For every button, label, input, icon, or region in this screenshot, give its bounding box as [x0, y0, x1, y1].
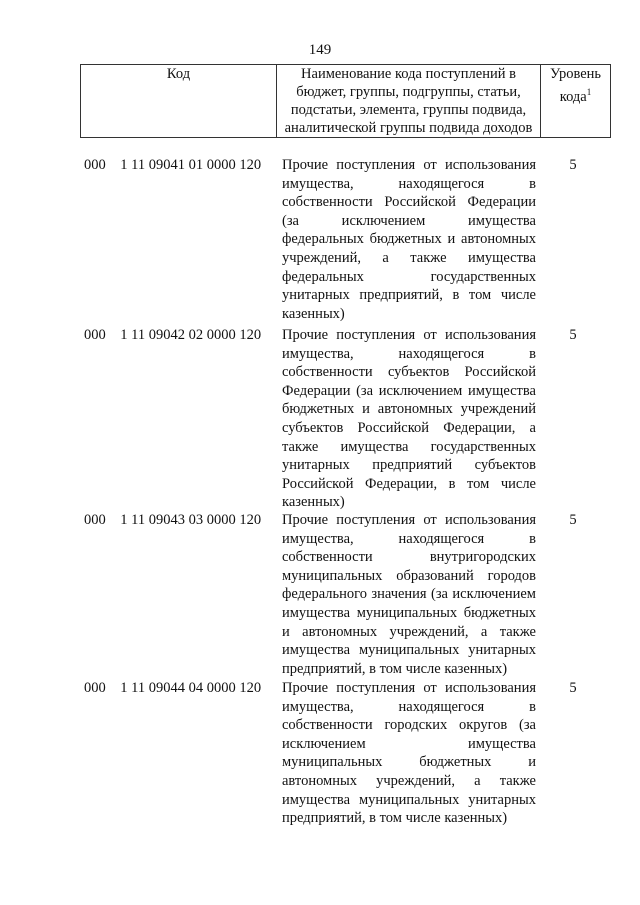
entry-admin-code: 000	[84, 157, 106, 173]
entry-kbk-code: 1 11 09043 03 0000 120	[120, 512, 262, 528]
entry-name: Прочие поступления от использования имущества, находящегося в собственности городских округов (за исключением имущества муниципальных бюджетных и автономных учреждений, а также имущества муниципальных унитарных предприятий, в том числе казенных)	[282, 680, 536, 827]
entry-code	[84, 511, 274, 530]
table-header	[80, 64, 611, 138]
entry-admin-code: 000	[84, 512, 106, 528]
entry-level: 5	[569, 327, 577, 343]
header-name	[277, 65, 541, 138]
entries-list	[80, 156, 610, 828]
entry-name: Прочие поступления от использования имущества, находящегося в собственности Российской Федерации (за исключением имущества федеральных бюджетных и автономных учреждений, а также имущества федеральных государственных унитарных предприятий, в том числе казенных)	[282, 157, 536, 322]
header-code	[81, 65, 277, 138]
header-level-label: Уровень кода	[549, 66, 602, 105]
header-code-label: Код	[166, 66, 191, 82]
header-name-label: Наименование кода поступлений в бюджет, группы, подгруппы, статьи, подстатьи, элемента, группы подвида, аналитической группы подвида доходов	[284, 66, 533, 136]
header-level	[541, 65, 611, 138]
entry-row	[80, 511, 610, 679]
entry-row	[80, 156, 610, 326]
entry-kbk-code: 1 11 09041 01 0000 120	[120, 157, 262, 173]
entry-kbk-code: 1 11 09042 02 0000 120	[120, 327, 262, 343]
page-number: 149	[308, 42, 332, 58]
entry-code	[84, 679, 274, 698]
header-level-footnote: 1	[586, 87, 592, 97]
entry-admin-code: 000	[84, 680, 106, 696]
entry-level: 5	[569, 512, 577, 528]
entry-admin-code: 000	[84, 327, 106, 343]
entry-row	[80, 326, 610, 511]
entry-row	[80, 679, 610, 828]
entry-name: Прочие поступления от использования имущества, находящегося в собственности внутригородских муниципальных образований городов федерального значения (за исключением имущества муниципальных бюджетных и автономных учреждений, а также имущества муниципальных унитарных предприятий, в том числе казенных)	[282, 512, 536, 677]
entry-level: 5	[569, 157, 577, 173]
entry-code	[84, 156, 274, 175]
entry-name: Прочие поступления от использования имущества, находящегося в собственности субъектов Российской Федерации (за исключением имущества бюджетных и автономных учреждений субъектов Российской Федерации, а также имущества государственных унитарных предприятий субъектов Российской Федерации, в том числе казенных)	[282, 327, 536, 511]
entry-kbk-code: 1 11 09044 04 0000 120	[120, 680, 262, 696]
entry-code	[84, 326, 274, 345]
entry-level: 5	[569, 680, 577, 696]
